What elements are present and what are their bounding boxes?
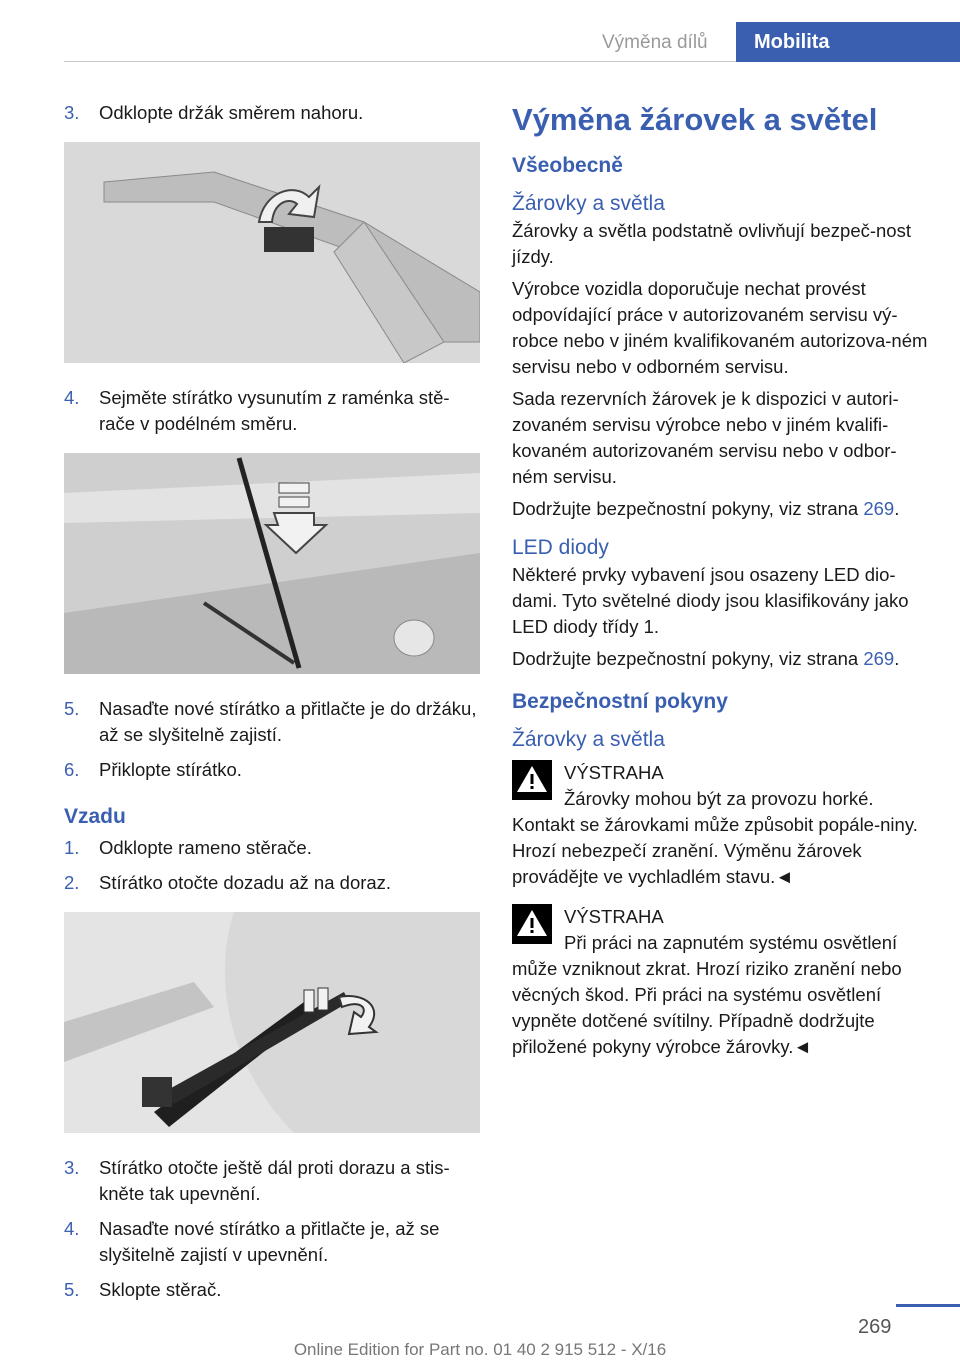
header-chapter-label: Mobilita	[754, 30, 830, 53]
page-title: Výměna žárovek a světel	[512, 102, 878, 137]
step-text: Odklopte rameno stěrače.	[99, 837, 312, 858]
list-item	[64, 757, 480, 783]
steps-rear-a	[64, 835, 480, 896]
reference-text: Dodržujte bezpečnostní pokyny, viz strana	[512, 648, 864, 669]
step-text: Přiklopte stírátko.	[99, 759, 242, 780]
header-section: Výměna dílů	[602, 32, 708, 53]
page-link[interactable]: 269	[863, 498, 895, 519]
rear-heading: Vzadu	[64, 805, 126, 828]
steps-rear-b	[64, 1155, 480, 1303]
warning-text: může vzniknout zkrat. Hrozí riziko zranění nebo věcných škod. Při práci na systému osvětlení vypněte dotčené svítilny. Případně dodržujte přiložené pokyny výrobce žárovky.◄	[512, 958, 902, 1057]
list-item	[64, 385, 480, 437]
step-number: 4.	[64, 387, 80, 408]
step-number: 3.	[64, 1157, 80, 1178]
step-text: Nasaďte nové stírátko a přitlačte je do držáku, až se slyšitelně zajistí.	[99, 698, 477, 745]
step-text: Stírátko otočte ještě dál proti dorazu a stis‐kněte tak upevnění.	[99, 1157, 450, 1204]
paragraph-reference	[512, 646, 928, 672]
figure-wiper-holder	[64, 142, 480, 363]
page-number-rule	[896, 1304, 960, 1307]
warning-block	[512, 760, 928, 890]
step-number: 2.	[64, 872, 80, 893]
left-column	[64, 100, 480, 1312]
list-item	[64, 100, 480, 126]
heading-safety: Bezpečnostní pokyny	[512, 690, 728, 713]
step-number: 4.	[64, 1218, 80, 1239]
reference-end: .	[894, 648, 900, 669]
heading-bulbs: Žárovky a světla	[512, 192, 665, 215]
steps-front-a	[64, 100, 480, 126]
warning-text: Kontakt se žárovkami může způsobit popále‐niny. Hrozí nebezpečí zranění. Výměnu žárovek provádějte ve vychladlém stavu.◄	[512, 814, 918, 887]
step-text: Odklopte držák směrem nahoru.	[99, 102, 364, 123]
list-item	[64, 1155, 480, 1207]
wiper-removal-illustration	[64, 453, 480, 674]
heading-bulbs-safety: Žárovky a světla	[512, 728, 665, 751]
step-text: Sejměte stírátko vysunutím z raménka stě‐rače v podélném směru.	[99, 387, 450, 434]
step-text: Nasaďte nové stírátko a přitlačte je, až se slyšitelně zajistí v upevnění.	[99, 1218, 440, 1265]
paragraph: Výrobce vozidla doporučuje nechat provést odpovídající práce v autorizovaném servisu vý‐robce nebo v jiném kvalifikovaném autorizova‐ném servisu nebo v odborném servisu.	[512, 278, 928, 377]
figure-rear-wiper	[64, 912, 480, 1133]
paragraph-reference	[512, 496, 928, 522]
paragraph: Některé prvky vybavení jsou osazeny LED dio‐dami. Tyto světelné diody jsou klasifikovány jako LED diody třídy 1.	[512, 564, 909, 637]
step-number: 5.	[64, 698, 80, 719]
steps-front-c	[64, 696, 480, 783]
figure-wiper-removal	[64, 453, 480, 674]
warning-icon	[512, 760, 552, 800]
list-item	[64, 870, 480, 896]
page-link[interactable]: 269	[863, 648, 895, 669]
step-number: 5.	[64, 1279, 80, 1300]
warning-text-first: Žárovky mohou být za provozu horké.	[564, 788, 874, 809]
list-item	[64, 696, 480, 748]
step-number: 1.	[64, 837, 80, 858]
heading-general: Všeobecně	[512, 154, 623, 177]
warning-icon	[512, 904, 552, 944]
page-number: 269	[858, 1316, 892, 1338]
warning-text-first: Při práci na zapnutém systému osvětlení	[564, 932, 898, 953]
step-text: Stírátko otočte dozadu až na doraz.	[99, 872, 392, 893]
list-item	[64, 1277, 480, 1303]
step-text: Sklopte stěrač.	[99, 1279, 222, 1300]
steps-front-b	[64, 385, 480, 437]
reference-end: .	[894, 498, 900, 519]
heading-led: LED diody	[512, 536, 609, 559]
step-number: 3.	[64, 102, 80, 123]
wiper-holder-illustration	[64, 142, 480, 363]
header-chapter-tab	[736, 22, 960, 62]
paragraph: Žárovky a světla podstatně ovlivňují bezpeč‐nost jízdy.	[512, 220, 911, 267]
warning-block	[512, 904, 928, 1060]
warning-label: VÝSTRAHA	[564, 762, 664, 783]
footer-edition: Online Edition for Part no. 01 40 2 915 512 - X/16	[293, 1340, 667, 1359]
paragraph: Sada rezervních žárovek je k dispozici v autori‐zovaném servisu výrobce nebo v jiném kvalifi‐kovaném autorizovaném servisu nebo v odbor‐ném servisu.	[512, 388, 899, 487]
list-item	[64, 835, 480, 861]
warning-label: VÝSTRAHA	[564, 906, 664, 927]
step-number: 6.	[64, 759, 80, 780]
list-item	[64, 1216, 480, 1268]
rear-wiper-illustration	[64, 912, 480, 1133]
right-column	[512, 100, 928, 1074]
reference-text: Dodržujte bezpečnostní pokyny, viz strana	[512, 498, 864, 519]
